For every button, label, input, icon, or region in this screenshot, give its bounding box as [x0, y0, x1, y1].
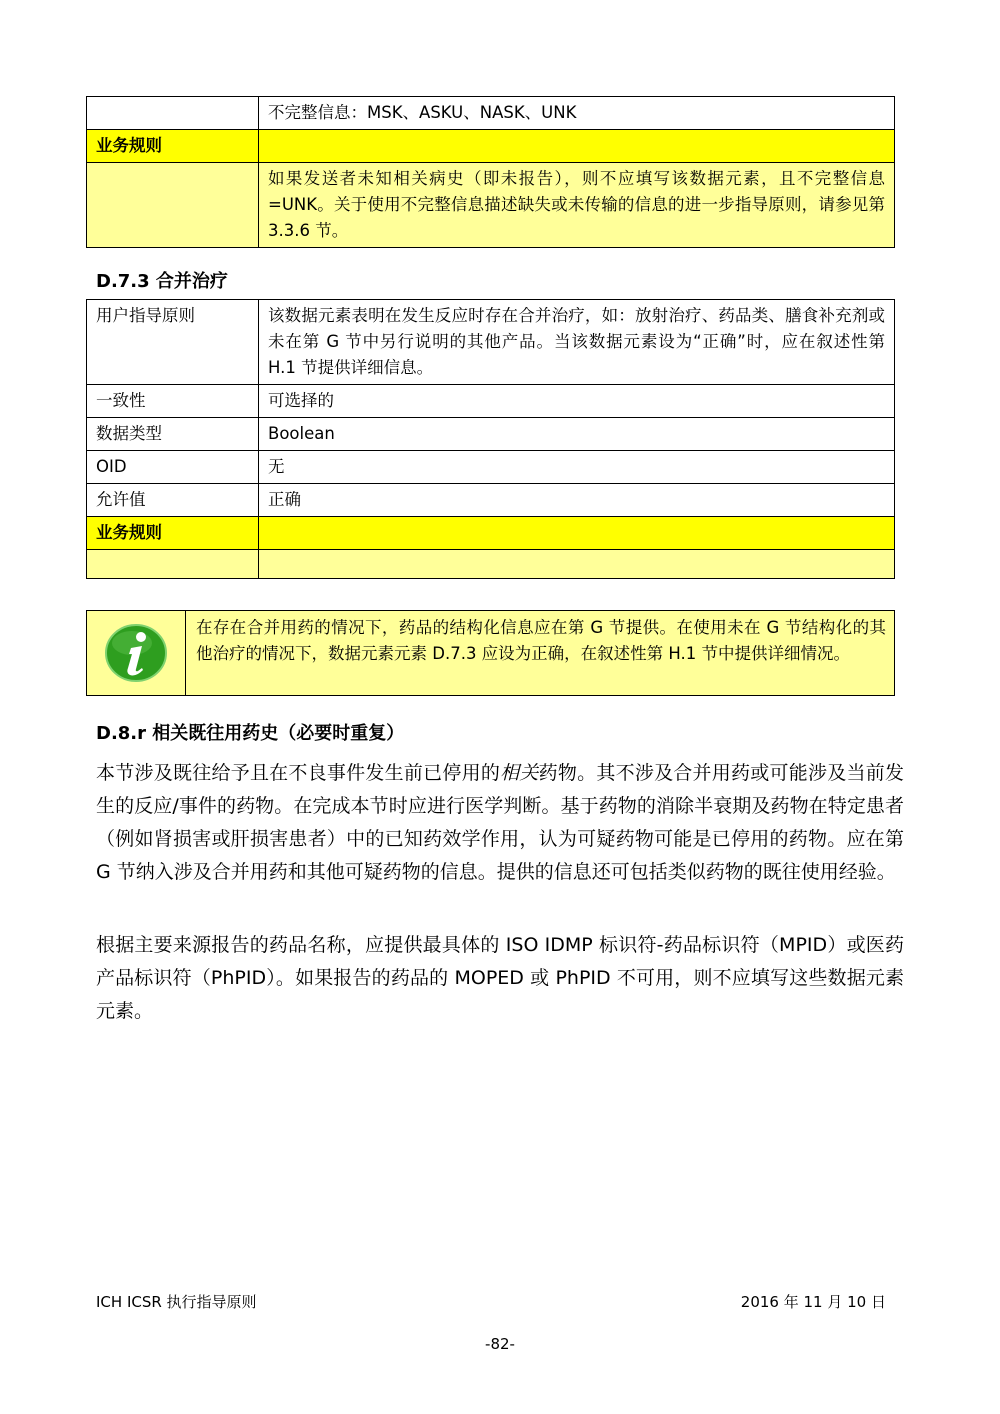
info-note-text: 在存在合并用药的情况下，药品的结构化信息应在第 G 节提供。在使用未在 G 节结构化的其他治疗的情况下，数据元素元素 D.7.3 应设为正确，在叙述性第 H.1 节中提供详细情况。 — [196, 618, 886, 663]
row-value: 该数据元素表明在发生反应时存在合并治疗，如：放射治疗、药品类、膳食补充剂或未在第 G 节中另行说明的其他产品。当该数据元素设为“正确”时，应在叙述性第 H.1 节提供详细信息。 — [259, 300, 895, 385]
top-table — [86, 96, 895, 248]
table-row — [87, 300, 895, 385]
business-rules-row — [87, 163, 895, 248]
business-rules-row — [87, 550, 895, 579]
footer-title: ICH ICSR 执行指导原则 — [96, 1293, 257, 1311]
row-label: 允许值 — [87, 484, 259, 517]
table-cell-empty — [87, 97, 259, 130]
row-label: OID — [87, 451, 259, 484]
table-cell-empty — [259, 550, 895, 579]
d73-table — [86, 299, 895, 579]
table-row — [87, 484, 895, 517]
section-heading-d8r: D.8.r 相关既往用药史（必要时重复） — [96, 723, 405, 744]
row-label: 一致性 — [87, 385, 259, 418]
business-rules-text: 如果发送者未知相关病史（即未报告），则不应填写该数据元素，且不完整信息=UNK。关于使用不完整信息描述缺失或未传输的信息的进一步指导原则，请参见第 3.3.6 节。 — [259, 163, 895, 248]
section-heading-d73: D.7.3 合并治疗 — [96, 271, 228, 292]
body-paragraph-1 — [96, 757, 904, 889]
info-icon-cell — [87, 611, 186, 695]
info-note — [86, 610, 895, 696]
business-rules-label: 业务规则 — [87, 517, 259, 550]
info-icon — [87, 611, 185, 695]
business-rules-header-row — [87, 517, 895, 550]
footer-date: 2016 年 11 月 10 日 — [740, 1293, 886, 1311]
business-rules-header-row — [87, 130, 895, 163]
table-cell-empty — [87, 550, 259, 579]
table-row — [87, 97, 895, 130]
row-label: 用户指导原则 — [87, 300, 259, 385]
table-row — [87, 418, 895, 451]
table-row — [87, 451, 895, 484]
table-cell-empty — [87, 163, 259, 248]
body-paragraph-2: 根据主要来源报告的药品名称，应提供最具体的 ISO IDMP 标识符-药品标识符（MPID）或医药产品标识符（PhPID）。如果报告的药品的 MOPED 或 PhPID 不可用，则不应填写这些数据元素元素。 — [96, 934, 904, 1022]
business-rules-label: 业务规则 — [87, 130, 259, 163]
table-row — [87, 385, 895, 418]
row-label: 数据类型 — [87, 418, 259, 451]
emphasis-text: 相关 — [500, 762, 539, 784]
row-value: 无 — [259, 451, 895, 484]
paragraph-text: 本节涉及既往给予且在不良事件发生前已停用的 — [96, 762, 501, 784]
paragraph-text: 药物。其不涉及合并用药或可能涉及当前发生的反应/事件的药物。在完成本节时应进行医学判断。基于药物的消除半衰期及药物在特定患者（例如肾损害或肝损害患者）中的已知药效学作用，认为可疑药物可能是已停用的药物。应在第 G 节纳入涉及合并用药和其他可疑药物的信息。提供的信息还可包括类似药物的既往使用经验。 — [96, 762, 904, 883]
table-cell-empty — [259, 130, 895, 163]
row-value: Boolean — [259, 418, 895, 451]
table-cell-value: 不完整信息：MSK、ASKU、NASK、UNK — [259, 97, 895, 130]
row-value: 可选择的 — [259, 385, 895, 418]
page-number: -82- — [485, 1335, 515, 1353]
row-value: 正确 — [259, 484, 895, 517]
table-cell-empty — [259, 517, 895, 550]
